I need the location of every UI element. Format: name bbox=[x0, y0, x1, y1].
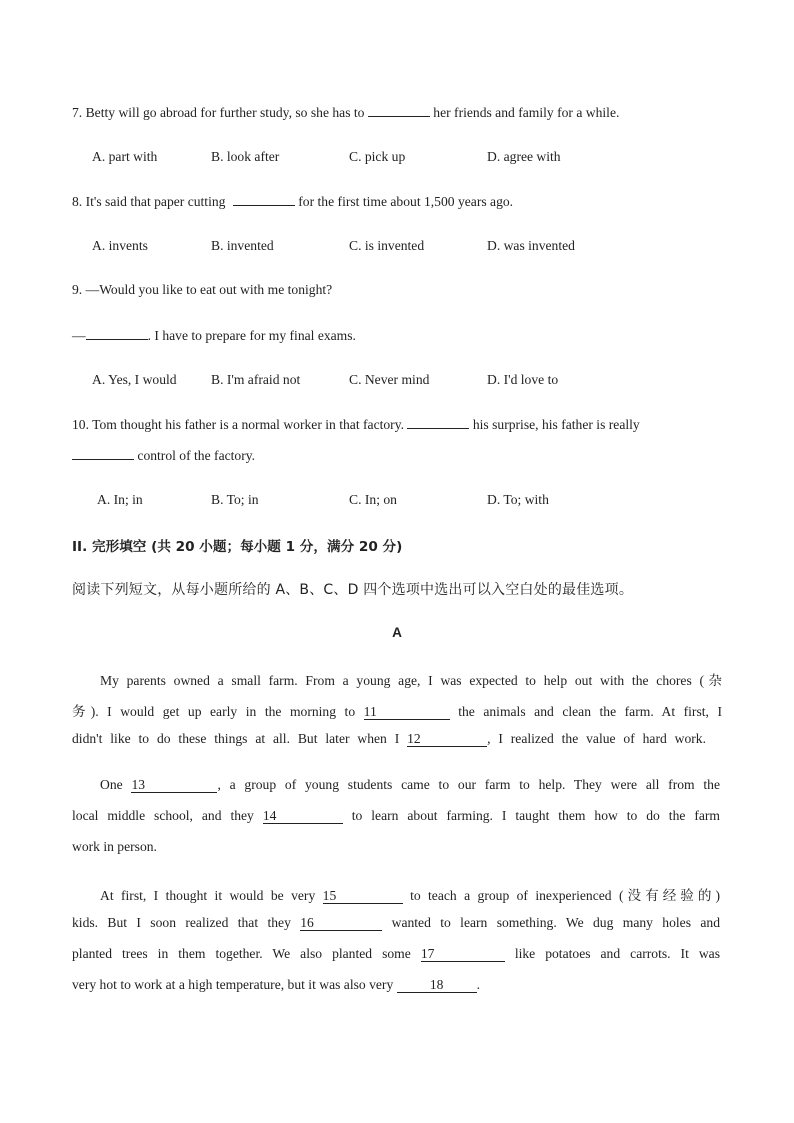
cloze-blank-12: 12 bbox=[407, 732, 487, 747]
q9-option-a: A. Yes, I would bbox=[92, 372, 177, 387]
question-9-stem: 9. —Would you like to eat out with me tonight? bbox=[72, 282, 333, 297]
q8-option-c: C. is invented bbox=[349, 238, 425, 253]
question-10-line-2 bbox=[72, 447, 255, 464]
answer-blank bbox=[72, 447, 134, 460]
q10-option-b: B. To; in bbox=[211, 492, 259, 507]
passage-line bbox=[72, 731, 706, 747]
passage-text: didn't like to do these things at all. But later when I bbox=[72, 731, 400, 746]
q8-option-d: D. was invented bbox=[487, 238, 575, 253]
question-10-line-1 bbox=[72, 416, 640, 433]
cloze-blank-16: 16 bbox=[300, 916, 382, 931]
q9-reply-end: . I have to prepare for my final exams. bbox=[147, 328, 356, 343]
passage-text: the animals and clean the farm. At first, I bbox=[458, 704, 722, 719]
passage-line bbox=[72, 808, 720, 824]
passage-text: , I realized the value of hard work. bbox=[487, 731, 706, 746]
q7-option-d: D. agree with bbox=[487, 149, 561, 164]
passage-text: One bbox=[100, 777, 123, 792]
q10-option-d: D. To; with bbox=[487, 492, 549, 507]
cloze-blank-13: 13 bbox=[131, 778, 217, 793]
section-title: II. 完形填空 (共 20 小题；每小题 1 分，满分 20 分) bbox=[72, 539, 403, 555]
q9-option-c: C. Never mind bbox=[349, 372, 430, 387]
question-9-reply bbox=[72, 327, 356, 344]
q7-option-c: C. pick up bbox=[349, 149, 406, 164]
cloze-blank-15: 15 bbox=[323, 889, 403, 904]
passage-line bbox=[100, 777, 720, 793]
passage-text: to teach a group of inexperienced (没有经验的) bbox=[410, 888, 720, 903]
q7-option-a: A. part with bbox=[92, 149, 158, 164]
passage-line bbox=[72, 700, 722, 720]
passage-text: like potatoes and carrots. It was bbox=[514, 946, 720, 961]
passage-text: . bbox=[476, 977, 481, 992]
passage-line bbox=[72, 977, 480, 993]
passage-line bbox=[72, 946, 720, 962]
passage-text: kids. But I soon realized that they bbox=[72, 915, 291, 930]
q7-option-b: B. look after bbox=[211, 149, 280, 164]
q10-option-a: A. In; in bbox=[97, 492, 143, 507]
passage-text: to learn about farming. I taught them how to do the farm bbox=[351, 808, 721, 823]
passage-line: My parents owned a small farm. From a young age, I was expected to help out with the chores (杂 bbox=[100, 673, 722, 688]
question-7-stem bbox=[72, 104, 619, 121]
answer-blank bbox=[407, 416, 469, 429]
q7-stem-start: 7. Betty will go abroad for further study, so she has to bbox=[72, 105, 365, 120]
q9-option-b: B. I'm afraid not bbox=[211, 372, 301, 387]
cloze-blank-18: 18 bbox=[397, 978, 477, 993]
q8-stem-end: for the first time about 1,500 years ago. bbox=[298, 194, 514, 209]
q10-option-c: C. In; on bbox=[349, 492, 397, 507]
q10-stem-end: control of the factory. bbox=[137, 448, 256, 463]
q9-reply-dash: — bbox=[72, 328, 86, 343]
q8-stem-start: 8. It's said that paper cutting bbox=[72, 194, 226, 209]
q7-stem-end: her friends and family for a while. bbox=[433, 105, 620, 120]
q8-option-a: A. invents bbox=[92, 238, 148, 253]
q10-stem-start: 10. Tom thought his father is a normal worker in that factory. bbox=[72, 417, 405, 432]
cloze-blank-14: 14 bbox=[263, 809, 343, 824]
cloze-blank-17: 17 bbox=[421, 947, 505, 962]
passage-text: 务). I would get up early in the morning to bbox=[72, 704, 356, 719]
question-8-stem bbox=[72, 193, 513, 210]
passage-line bbox=[72, 915, 720, 931]
passage-text: planted trees in them together. We also planted some bbox=[72, 946, 411, 961]
passage-text: local middle school, and they bbox=[72, 808, 254, 823]
passage-line: work in person. bbox=[72, 839, 157, 854]
cloze-blank-11: 11 bbox=[364, 705, 450, 720]
answer-blank bbox=[86, 327, 148, 340]
passage-line bbox=[100, 884, 720, 904]
passage-label: A bbox=[392, 625, 402, 640]
passage-text: very hot to work at a high temperature, but it was also very bbox=[72, 977, 394, 992]
passage-text: , a group of young students came to our farm to help. They were all from the bbox=[217, 777, 720, 792]
passage-text: At first, I thought it would be very bbox=[100, 888, 316, 903]
passage-text: wanted to learn something. We dug many holes and bbox=[391, 915, 720, 930]
q8-option-b: B. invented bbox=[211, 238, 274, 253]
answer-blank bbox=[368, 104, 430, 117]
answer-blank bbox=[233, 193, 295, 206]
q10-stem-middle: his surprise, his father is really bbox=[472, 417, 640, 432]
q9-option-d: D. I'd love to bbox=[487, 372, 559, 387]
section-instruction: 阅读下列短文，从每小题所给的 A、B、C、D 四个选项中选出可以入空白处的最佳选项。 bbox=[72, 582, 634, 598]
